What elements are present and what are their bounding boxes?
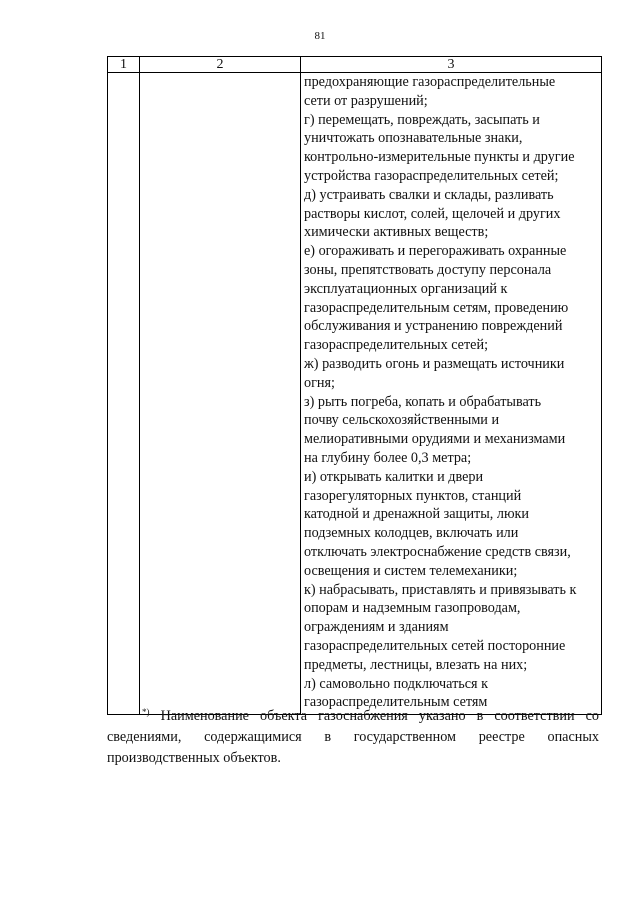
page-number: 81	[314, 30, 326, 42]
text-line: газораспределительным сетям	[304, 694, 488, 711]
text-line: газораспределительным сетям, проведению	[304, 299, 569, 316]
requirements-table	[107, 56, 602, 715]
text-line: сети от разрушений;	[304, 92, 428, 109]
text-line: газораспределительных сетей посторонние	[304, 637, 566, 654]
text-line: предохраняющие газораспределительные	[304, 74, 556, 90]
footnote-line-1	[107, 702, 599, 727]
text-line: устройства газораспределительных сетей;	[304, 167, 559, 184]
text-line: на глубину более 0,3 метра;	[304, 449, 472, 466]
footnote-line-3: производственных объектов.	[107, 750, 281, 766]
restrictions-text	[304, 73, 601, 712]
text-line: опорам и надземным газопроводам,	[304, 600, 521, 617]
footnote-line-1-text: Наименование объекта газоснабжения указано в соответствии со	[160, 708, 600, 724]
text-line: огня;	[304, 374, 335, 391]
text-line: почву сельскохозяйственными и	[304, 412, 500, 429]
text-line: мелиоративными орудиями и механизмами	[304, 431, 566, 448]
text-line: освещения и систем телемеханики;	[304, 562, 518, 579]
table-row	[108, 73, 602, 715]
text-line: д) устраивать свалки и склады, разливать	[304, 186, 554, 203]
text-line: обслуживания и устранению повреждений	[304, 318, 563, 335]
text-line: к) набрасывать, приставлять и привязывать к	[304, 581, 577, 598]
text-line: уничтожать опознавательные знаки,	[304, 130, 523, 147]
text-line: отключать электроснабжение средств связи,	[304, 543, 571, 560]
text-line: контрольно-измерительные пункты и другие	[304, 149, 575, 166]
cell-col-1	[108, 73, 140, 715]
header-col-1: 1	[108, 57, 140, 73]
text-line: газорегуляторных пунктов, станций	[304, 487, 522, 504]
text-line: л) самовольно подключаться к	[304, 675, 489, 692]
text-line: растворы кислот, солей, щелочей и других	[304, 205, 561, 222]
footnote	[107, 702, 599, 769]
text-line: ж) разводить огонь и размещать источники	[304, 355, 565, 372]
footnote-marker: *)	[142, 707, 150, 717]
text-line: з) рыть погреба, копать и обрабатывать	[304, 393, 542, 410]
text-line: и) открывать калитки и двери	[304, 468, 484, 485]
text-line: зоны, препятствовать доступу персонала	[304, 261, 552, 278]
text-line: химически активных веществ;	[304, 224, 489, 241]
cell-col-2	[140, 73, 301, 715]
header-col-3: 3	[301, 57, 602, 73]
text-line: е) огораживать и перегораживать охранные	[304, 243, 567, 260]
text-line: г) перемещать, повреждать, засыпать и	[304, 111, 540, 128]
cell-col-3	[301, 73, 602, 715]
text-line: ограждениям и зданиям	[304, 619, 449, 636]
text-line: эксплуатационных организаций к	[304, 280, 508, 297]
text-line: подземных колодцев, включать или	[304, 525, 519, 542]
text-line: газораспределительных сетей;	[304, 337, 489, 354]
header-col-2: 2	[140, 57, 301, 73]
text-line: катодной и дренажной защиты, люки	[304, 506, 530, 523]
table-header-row	[108, 57, 602, 73]
text-line: предметы, лестницы, влезать на них;	[304, 656, 528, 673]
footnote-line-2: сведениями, содержащимися в государственном реестре опасных	[107, 729, 599, 745]
